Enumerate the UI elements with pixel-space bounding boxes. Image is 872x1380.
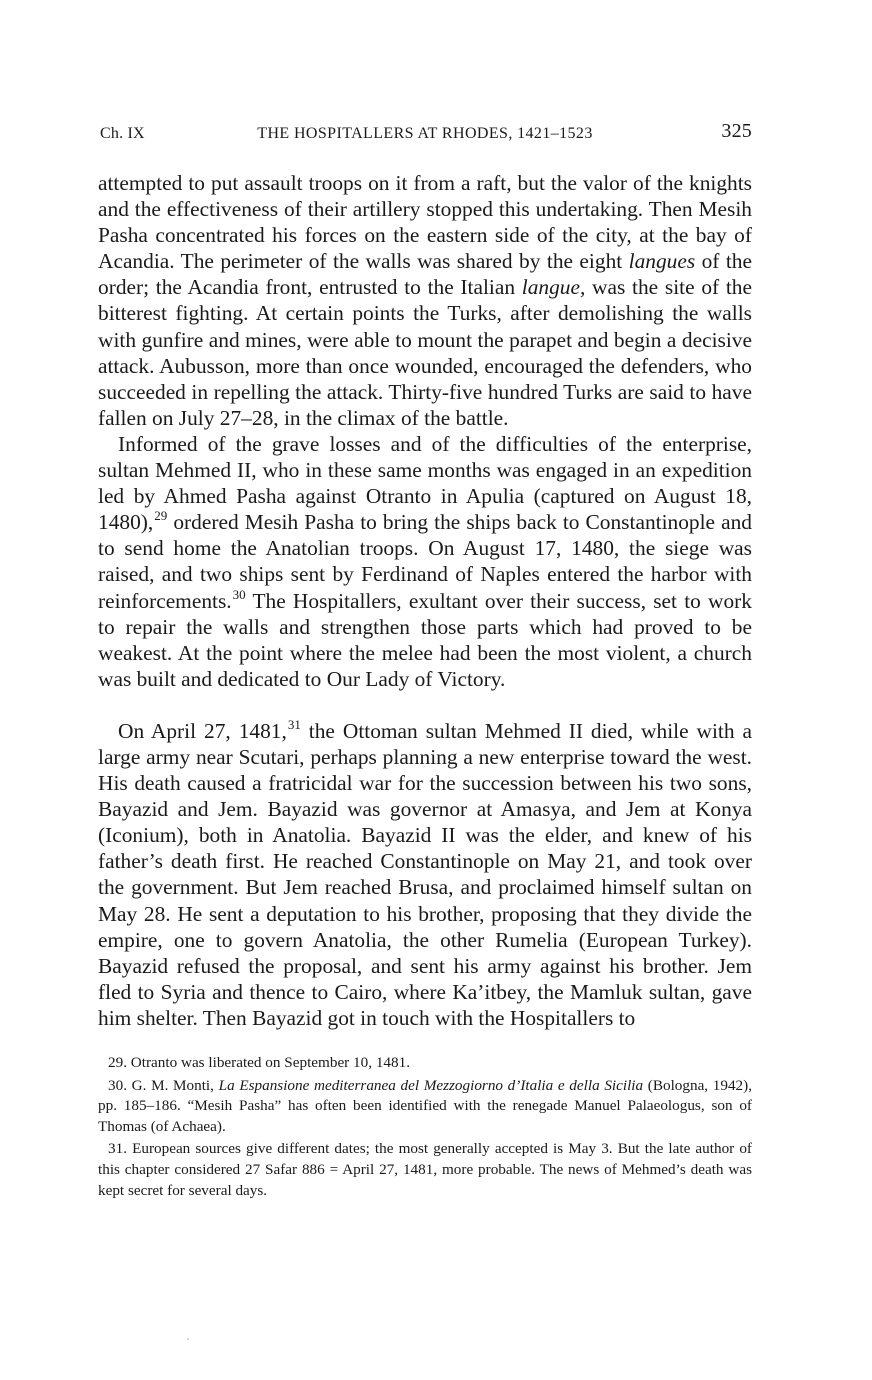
footnote-29: 29. Otranto was liberated on September 10, 1481.	[108, 1054, 410, 1071]
footnote-30-text-a: 30. G. M. Monti,	[108, 1076, 219, 1094]
footnote-ref-30[interactable]: 30	[232, 586, 246, 602]
paragraph-3	[98, 718, 752, 1031]
footnote-ref-31[interactable]: 31	[287, 716, 301, 732]
book-page	[98, 118, 752, 1203]
paragraph-1	[98, 170, 752, 431]
paragraph-1-text-b: of the order; the Acandia front, entrusted to the Italian	[98, 249, 752, 300]
footnote-31: 31. European sources give different dates; the most generally accepted is May 3. But the late author of this chapter considered 27 Safar 886 = April 27, 1481, more probable. The news of Mehmed’s death was kept secret for several days.	[98, 1140, 752, 1199]
scan-speck	[187, 1338, 189, 1340]
paragraph-2-text-b: ordered Mesih Pasha to bring the ships back to Constantinople and to send home the Anatolian troops. On August 17, 1480, the siege was raised, and two ships sent by Ferdinand of Naples entered the harbor with reinforcements.	[98, 510, 752, 613]
running-title: THE HOSPITALLERS AT RHODES, 1421–1523	[257, 125, 593, 142]
footnote-ref-29[interactable]: 29	[154, 508, 168, 524]
paragraph-1-text-a: attempted to put assault troops on it from a raft, but the valor of the knights and the effectiveness of their artillery stopped this undertaking. Then Mesih Pasha concentrated his forces on the eastern side of the city, at the bay of Acandia. The perimeter of the walls was shared by the eight	[98, 171, 752, 274]
paragraph-1-text-c: was the site of the bitterest fighting. At certain points the Turks, after demolishing the walls with gunfire and mines, were able to mount the parapet and begin a decisive attack. Aubusson, more than once wounded, encouraged the defenders, who succeeded in repelling the attack. Thirty-five hundred Turks are said to have fallen on July 27–28, in the climax of the battle.	[98, 275, 752, 430]
footnote-30-italic-title: La Espansione mediterranea del Mezzogiorno d’Italia e della Sicilia	[218, 1076, 644, 1094]
footnote-30	[98, 1076, 752, 1138]
paragraph-2	[98, 431, 752, 692]
footnote-30-text-b: (Bologna, 1942), pp. 185–186. “Mesih Pasha” has often been identified with the renegade Manuel Palaeologus, son of Thomas (of Achaea).	[98, 1076, 752, 1135]
running-head	[98, 118, 752, 150]
paragraph-3-text-a: On April 27, 1481,	[118, 718, 287, 743]
paragraph-1-italic-langue: langue,	[521, 275, 586, 300]
paragraph-2-text-a: Informed of the grave losses and of the difficulties of the enterprise, sultan Mehmed II, who in these same months was engaged in an expedition led by Ahmed Pasha against Otranto in Apulia (captured on August 18, 1480),	[98, 431, 752, 535]
paragraph-1-italic-langues: langues	[628, 249, 696, 274]
chapter-label: Ch. IX	[100, 125, 145, 142]
body-text	[98, 170, 752, 1031]
paragraph-3-text-b: the Ottoman sultan Mehmed II died, while with a large army near Scutari, perhaps planning a new enterprise toward the west. His death caused a fratricidal war for the succession between his two sons, Bayazid and Jem. Bayazid was governor at Amasya, and Jem at Konya (Iconium), both in Anatolia. Bayazid II was the elder, and knew of his father’s death first. He reached Constantinople on May 21, and took over the government. But Jem reached Brusa, and proclaimed himself sultan on May 28. He sent a deputation to his brother, proposing that they divide the empire, one to govern Anatolia, the other Rumelia (European Turkey). Bayazid refused the proposal, and sent his army against his brother. Jem fled to Syria and thence to Cairo, where Ka’itbey, the Mamluk sultan, gave him shelter. Then Bayazid got in touch with the Hospitallers to	[98, 718, 752, 1030]
page-number: 325	[721, 120, 752, 142]
paragraph-2-text-c: The Hospitallers, exultant over their success, set to work to repair the walls and strengthen those parts which had proved to be weakest. At the point where the melee had been the most violent, a church was built and dedicated to Our Lady of Victory.	[98, 588, 752, 691]
footnotes	[98, 1053, 752, 1201]
